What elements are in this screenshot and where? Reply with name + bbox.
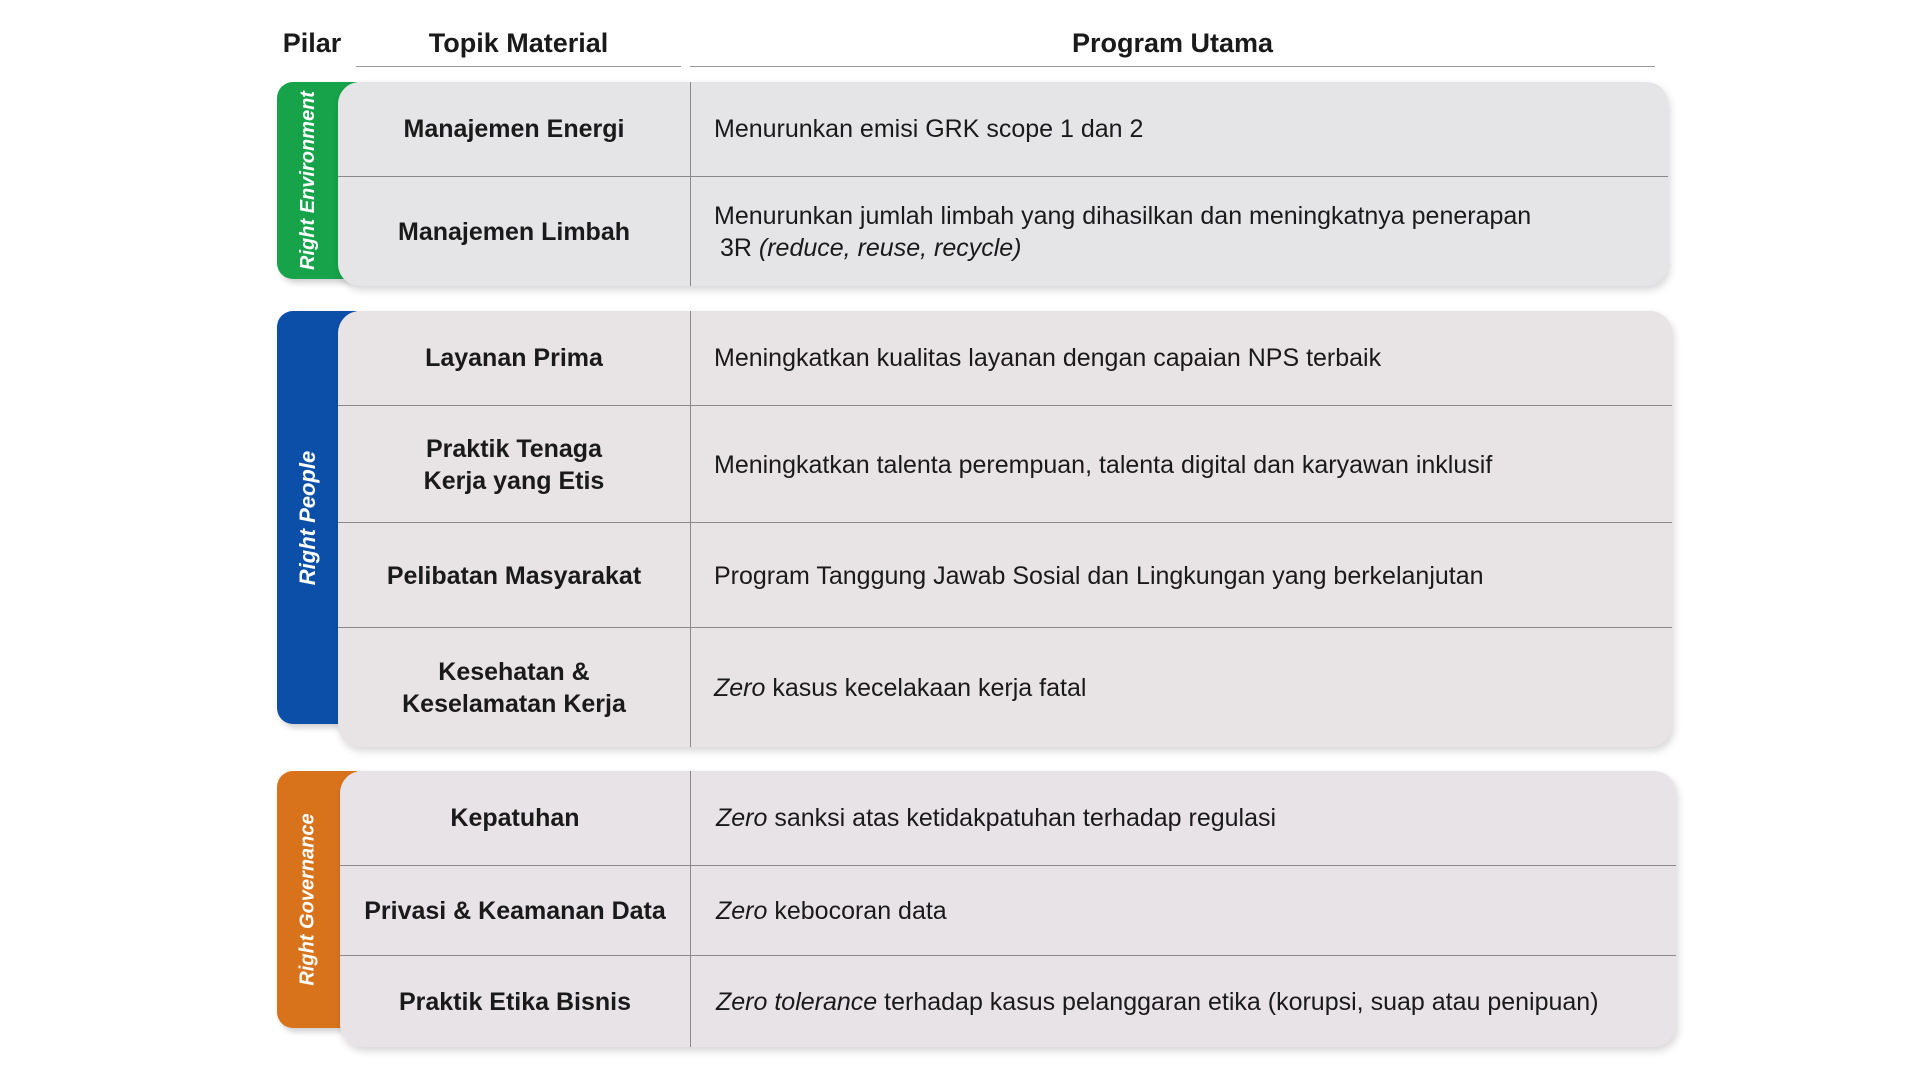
topic-text-line1: Praktik Tenaga [425, 434, 602, 463]
topic-cell: Manajemen Limbah [398, 218, 630, 246]
topic-text-line1: Kesehatan & [438, 658, 590, 686]
program-cell [690, 628, 1672, 747]
topic-cell [338, 628, 690, 747]
topic-cell [338, 406, 690, 523]
table-row [338, 627, 1672, 747]
topic-cell: Privasi & Keamanan Data [364, 897, 666, 925]
program-cell: Menurunkan emisi GRK scope 1 dan 2 [714, 115, 1144, 143]
program-cell: Program Tanggung Jawab Sosial dan Lingkungan yang berkelanjutan [714, 561, 1484, 590]
program-text: terhadap kasus pelanggaran etika (korupsi, suap atau penipuan) [877, 988, 1599, 1016]
program-text-italic: Zero [714, 674, 766, 702]
topic-text-line2: Kerja yang Etis [423, 466, 605, 495]
header-program-utama: Program Utama [690, 28, 1655, 67]
program-text: kebocoran data [767, 897, 947, 925]
program-cell [690, 956, 1676, 1047]
header-pilar: Pilar [282, 28, 342, 58]
program-cell: Meningkatkan kualitas layanan dengan capaian NPS terbaik [714, 344, 1382, 372]
program-text: kasus kecelakaan kerja fatal [765, 674, 1087, 702]
program-text-italic: Zero [716, 897, 768, 925]
topic-cell: Layanan Prima [425, 344, 603, 372]
header-topik-material: Topik Material [356, 28, 681, 67]
topic-cell: Kepatuhan [450, 804, 580, 832]
table-row [338, 176, 1668, 286]
table-row [340, 955, 1676, 1047]
program-text-italic: Zero tolerance [716, 988, 878, 1016]
program-text: sanksi atas ketidakpatuhan terhadap regulasi [767, 804, 1277, 832]
pillar-label-environment: Right Environment [296, 91, 319, 270]
topic-cell: Manajemen Energi [403, 115, 625, 143]
program-text-line1: Menurunkan jumlah limbah yang dihasilkan dan meningkatnya penerapan [714, 202, 1532, 230]
pillar-label-governance: Right Governance [296, 813, 319, 986]
table-row [338, 82, 1668, 176]
pillar-group-environment [338, 82, 1668, 286]
topic-text-line2: Keselamatan Kerja [402, 690, 626, 718]
table-row [338, 311, 1672, 405]
program-cell [690, 177, 1668, 286]
topic-cell: Praktik Etika Bisnis [398, 988, 632, 1016]
program-cell: Meningkatkan talenta perempuan, talenta digital dan karyawan inklusif [714, 450, 1493, 479]
program-text-italic: Zero [716, 804, 768, 832]
program-cell [690, 771, 1676, 865]
pillar-group-governance [340, 771, 1676, 1047]
table-row [338, 522, 1672, 628]
table-row [338, 405, 1672, 523]
program-cell [690, 866, 1676, 956]
topic-cell: Pelibatan Masyarakat [386, 561, 642, 590]
program-text-line2-prefix: 3R [720, 234, 759, 262]
pillar-label-people: Right People [295, 450, 321, 585]
program-text-line2-italic: (reduce, reuse, recycle) [758, 234, 1022, 262]
pillar-group-people [338, 311, 1672, 747]
table-row [340, 865, 1676, 956]
table-row [340, 771, 1676, 865]
